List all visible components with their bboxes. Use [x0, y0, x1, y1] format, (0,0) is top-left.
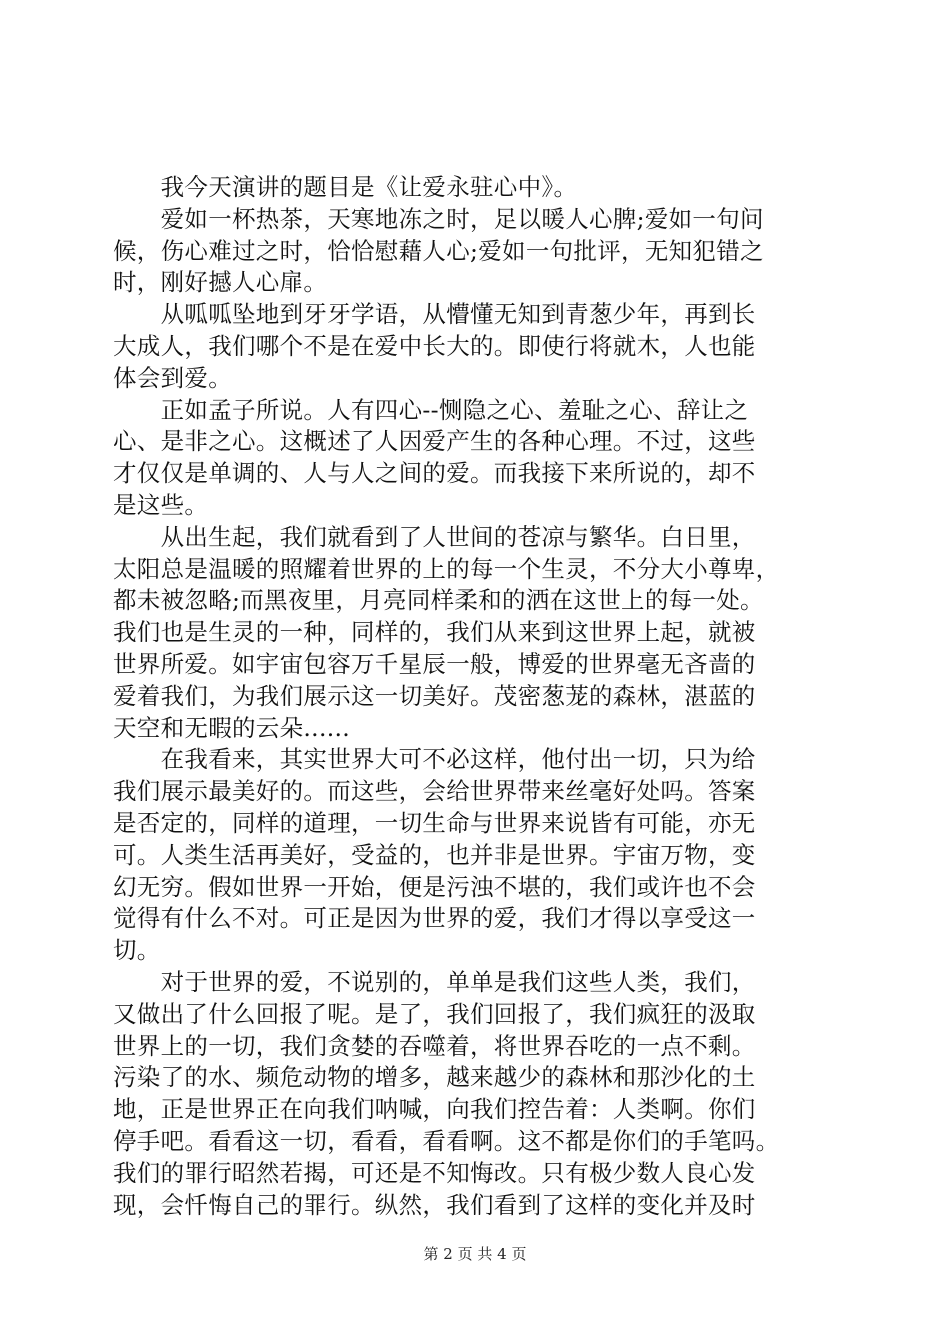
text-line: 我们的罪行昭然若揭，可还是不知悔改。只有极少数人良心发: [113, 1158, 756, 1187]
text-line: 是这些。: [113, 490, 209, 519]
text-line: 太阳总是温暖的照耀着世界的上的每一个生灵，不分大小尊卑，: [113, 554, 780, 583]
text-line: 是否定的，同样的道理，一切生命与世界来说皆有可能，亦无: [113, 808, 756, 837]
text-line: 我们也是生灵的一种，同样的，我们从来到这世界上起，就被: [113, 618, 756, 647]
text-line: 切。: [113, 936, 161, 965]
text-line: 时，刚好撼人心扉。: [113, 268, 328, 297]
text-line: 停手吧。看看这一切，看看，看看啊。这不都是你们的手笔吗。: [113, 1126, 780, 1155]
text-line: 从呱呱坠地到牙牙学语，从懵懂无知到青葱少年，再到长: [113, 300, 756, 329]
text-line: 心、是非之心。这概述了人因爱产生的各种心理。不过，这些: [113, 427, 756, 456]
text-line: 现，会忏悔自己的罪行。纵然，我们看到了这样的变化并及时: [113, 1190, 756, 1219]
text-line: 我们展示最美好的。而这些，会给世界带来丝毫好处吗。答案: [113, 777, 756, 806]
text-line: 觉得有什么不对。可正是因为世界的爱，我们才得以享受这一: [113, 904, 756, 933]
text-line: 体会到爱。: [113, 363, 232, 392]
text-line: 对于世界的爱，不说别的，单单是我们这些人类，我们，: [113, 967, 756, 996]
page-footer: 第 2 页 共 4 页: [423, 1245, 527, 1263]
body-text: [113, 172, 837, 1221]
text-line: 都未被忽略;而黑夜里，月亮同样柔和的洒在这世上的每一处。: [113, 586, 764, 615]
text-line: 从出生起，我们就看到了人世间的苍凉与繁华。白日里，: [113, 522, 756, 551]
text-line: 污染了的水、频危动物的增多，越来越少的森林和那沙化的土: [113, 1063, 756, 1092]
text-line: 爱如一杯热茶，天寒地冻之时，足以暖人心脾;爱如一句问: [113, 204, 764, 233]
text-line: 地，正是世界正在向我们呐喊，向我们控告着：人类啊。你们: [113, 1095, 756, 1124]
text-line: 正如孟子所说。人有四心--恻隐之心、羞耻之心、辞让之: [113, 395, 749, 424]
text-line: 又做出了什么回报了呢。是了，我们回报了，我们疯狂的汲取: [113, 999, 756, 1028]
text-line: 世界上的一切，我们贪婪的吞噬着，将世界吞吃的一点不剩。: [113, 1031, 756, 1060]
text-line: 候，伤心难过之时，恰恰慰藉人心;爱如一句批评，无知犯错之: [113, 236, 764, 265]
text-line: 爱着我们，为我们展示这一切美好。茂密葱茏的森林，湛蓝的: [113, 681, 756, 710]
text-line: 世界所爱。如宇宙包容万千星辰一般，博爱的世界毫无吝啬的: [113, 649, 756, 678]
text-line: 幻无穷。假如世界一开始，便是污浊不堪的，我们或许也不会: [113, 872, 756, 901]
text-line: 我今天演讲的题目是《让爱永驻心中》。: [113, 173, 578, 201]
text-line: 才仅仅是单调的、人与人之间的爱。而我接下来所说的，却不: [113, 459, 756, 488]
text-line: 大成人，我们哪个不是在爱中长大的。即使行将就木，人也能: [113, 331, 756, 360]
text-line: 在我看来，其实世界大可不必这样，他付出一切，只为给: [113, 745, 756, 774]
text-line: 天空和无暇的云朵......: [113, 713, 351, 742]
text-line: 可。人类生活再美好，受益的，也并非是世界。宇宙万物，变: [113, 840, 756, 869]
